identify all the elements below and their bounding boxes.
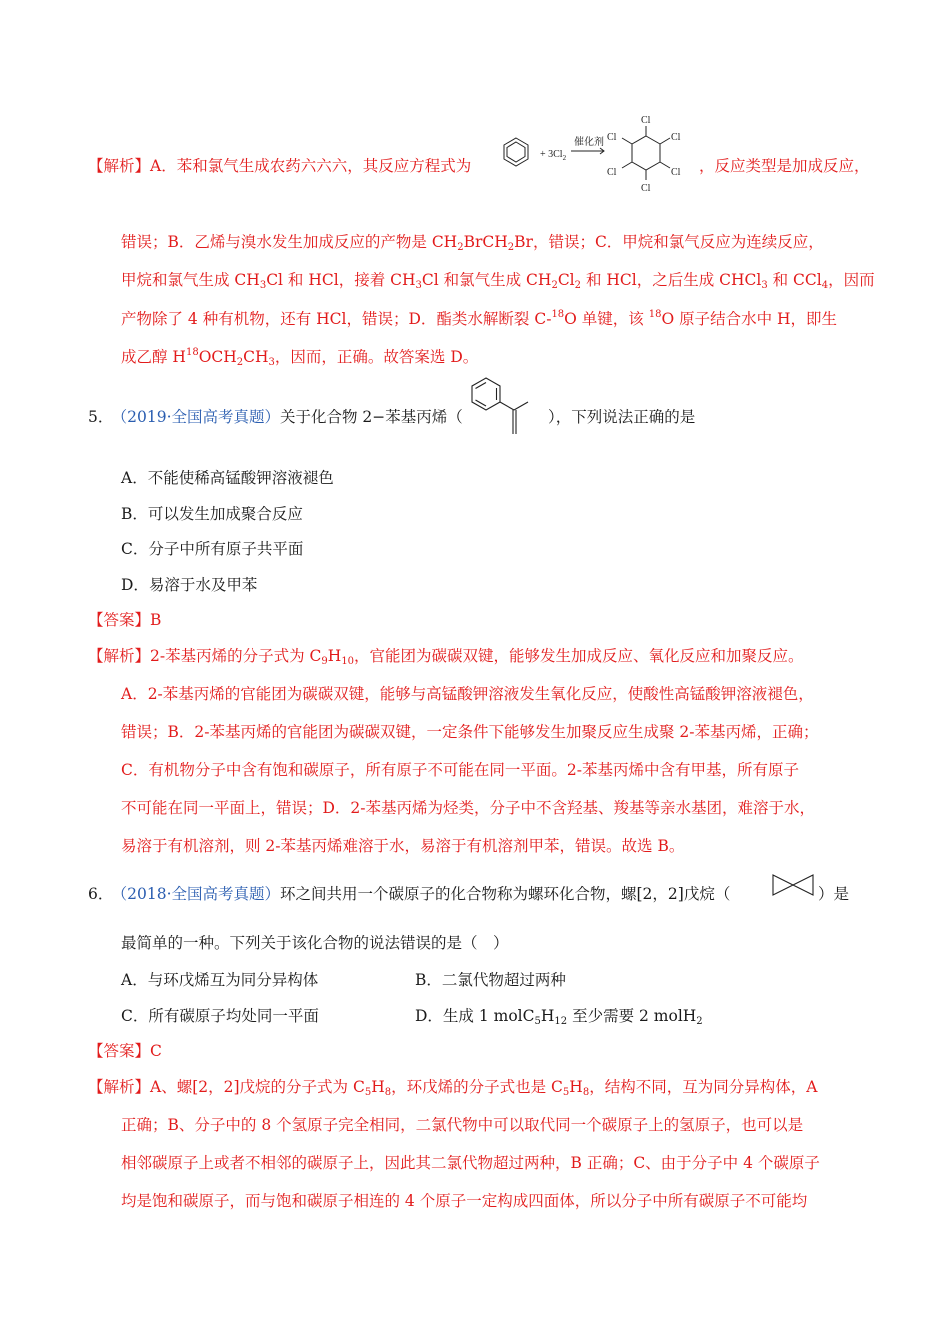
q6-analysis-line-2: 正确；B、分子中的 8 个氢原子完全相同，二氯代物中可以取代同一个碳原子上的氢原子，也可以是 — [121, 1116, 804, 1134]
2-phenylpropene-structure — [466, 372, 548, 440]
analysis-tag: 【解析】 — [88, 647, 151, 665]
question-source: （2019·全国高考真题） — [119, 408, 280, 426]
q4-analysis-line-1 — [88, 155, 471, 177]
q6-option-a: A．与环戊烯互为同分异构体 — [121, 971, 319, 989]
q5-option-c: C．分子中所有原子共平面 — [121, 540, 304, 558]
q6-stem — [88, 883, 730, 905]
q6-analysis-line-1: 【解析】A、螺[2，2]戊烷的分子式为 $C_5H_8$，环戊烯的分子式也是 $C_5H_8$，结构不同，互为同分异构体，A — [88, 1078, 818, 1098]
answer-tag: 【答案】 — [88, 611, 151, 629]
q5-answer — [88, 609, 161, 631]
answer-value: C — [150, 1042, 162, 1060]
question-number: 5． — [88, 408, 114, 426]
cl-atom-label: Cl — [671, 167, 681, 178]
cl-atom-label: Cl — [607, 167, 617, 178]
q5-option-a: A．不能使稀高锰酸钾溶液褪色 — [121, 469, 334, 487]
q5-analysis-line-2: A．2-苯基丙烯的官能团为碳碳双键，能够与高锰酸钾溶液发生氧化反应，使酸性高锰酸钾溶液褪色， — [121, 685, 814, 703]
q4-analysis-line-5: 成乙醇 $H^{18}OCH_2CH_3$，因而，正确。故答案选 D。 — [121, 347, 479, 368]
hexachlorocyclohexane-structure — [622, 126, 670, 180]
question-source: （2018·全国高考真题） — [119, 885, 280, 903]
q6-option-c: C．所有碳原子均处同一平面 — [121, 1007, 319, 1025]
cl-atom-label: Cl — [607, 132, 617, 143]
q6-stem-end: ）是 — [818, 885, 850, 903]
reaction-arrow-icon — [571, 148, 604, 154]
q4-analysis-line-2: 错误；B．乙烯与溴水发生加成反应的产物是 $CH_2BrCH_2Br$，错误；C．甲烷和氯气反应为连续反应， — [121, 233, 824, 253]
question-number: 6． — [88, 885, 114, 903]
analysis-tag: 【解析】 — [88, 1078, 151, 1096]
q5-analysis-line-4: C．有机物分子中含有饱和碳原子，所有原子不可能在同一平面。2-苯基丙烯中含有甲基，所有原子 — [121, 761, 799, 779]
cl-atom-label: Cl — [671, 132, 681, 143]
q5-stem — [88, 406, 463, 428]
benzene-ring-structure — [504, 138, 528, 166]
q4-analysis-line-4: 产物除了 4 种有机物，还有 HCl，错误；D．酯类水解断裂 C-$^{18}$O 单键，该 $^{18}$O 原子结合水中 H，即生 — [121, 309, 838, 328]
q5-stem-end: ），下列说法正确的是 — [548, 408, 696, 426]
q5-analysis-line-3: 错误；B．2-苯基丙烯的官能团为碳碳双键，一定条件下能够发生加聚反应生成聚 2-苯基丙烯，正确； — [121, 723, 819, 741]
spiropentane-structure — [770, 872, 816, 898]
question-stem: 关于化合物 2−苯基丙烯（ — [280, 408, 463, 426]
q5-analysis-line-1: 【解析】2-苯基丙烯的分子式为 $C_9H_{10}$，官能团为碳碳双键，能够发生加成反应、氧化反应和加聚反应。 — [88, 647, 804, 667]
reagent-text: + $3Cl_2$ — [540, 149, 567, 162]
analysis-text: A．苯和氯气生成农药六六六，其反应方程式为 — [150, 157, 472, 175]
q6-analysis-line-4: 均是饱和碳原子，而与饱和碳原子相连的 4 个原子一定构成四面体，所以分子中所有碳原子不可能均 — [121, 1192, 808, 1210]
q4-analysis-line-3: 甲烷和氯气生成 $CH_3Cl$ 和 HCl，接着 $CH_3Cl$ 和氯气生成 $CH_2Cl_2$ 和 HCl，之后生成 CHCl$_3$ 和 CCl$_4$，因而 — [121, 271, 875, 291]
q6-option-b: B．二氯代物超过两种 — [415, 971, 566, 989]
question-stem: 环之间共用一个碳原子的化合物称为螺环化合物，螺[2，2]戊烷（ — [280, 885, 731, 903]
answer-value: B — [150, 611, 162, 629]
analysis-tag: 【解析】 — [88, 157, 151, 175]
catalyst-label: 催化剂 — [574, 137, 604, 148]
q6-stem-line-2: 最简单的一种。下列关于该化合物的说法错误的是（ ） — [121, 934, 509, 952]
q5-option-b: B．可以发生加成聚合反应 — [121, 505, 303, 523]
q6-option-d: D．生成 1 $molC_5H_{12}$ 至少需要 2 molH$_2$ — [415, 1007, 703, 1027]
benzene-chlorination-equation — [496, 112, 696, 200]
cl-atom-label: Cl — [641, 183, 651, 194]
q4-analysis-line-1-end: ，反应类型是加成反应， — [699, 157, 870, 175]
q6-answer — [88, 1040, 162, 1062]
q5-analysis-line-6: 易溶于有机溶剂，则 2-苯基丙烯难溶于水，易溶于有机溶剂甲苯，错误。故选 B。 — [121, 837, 685, 855]
answer-tag: 【答案】 — [88, 1042, 151, 1060]
q5-option-d: D．易溶于水及甲苯 — [121, 576, 258, 594]
q5-analysis-line-5: 不可能在同一平面上，错误；D．2-苯基丙烯为烃类，分子中不含羟基、羧基等亲水基团，难溶于水， — [121, 799, 816, 817]
q6-analysis-line-3: 相邻碳原子上或者不相邻的碳原子上，因此其二氯代物超过两种，B 正确；C、由于分子中 4 个碳原子 — [121, 1154, 820, 1172]
cl-atom-label: Cl — [641, 115, 651, 126]
